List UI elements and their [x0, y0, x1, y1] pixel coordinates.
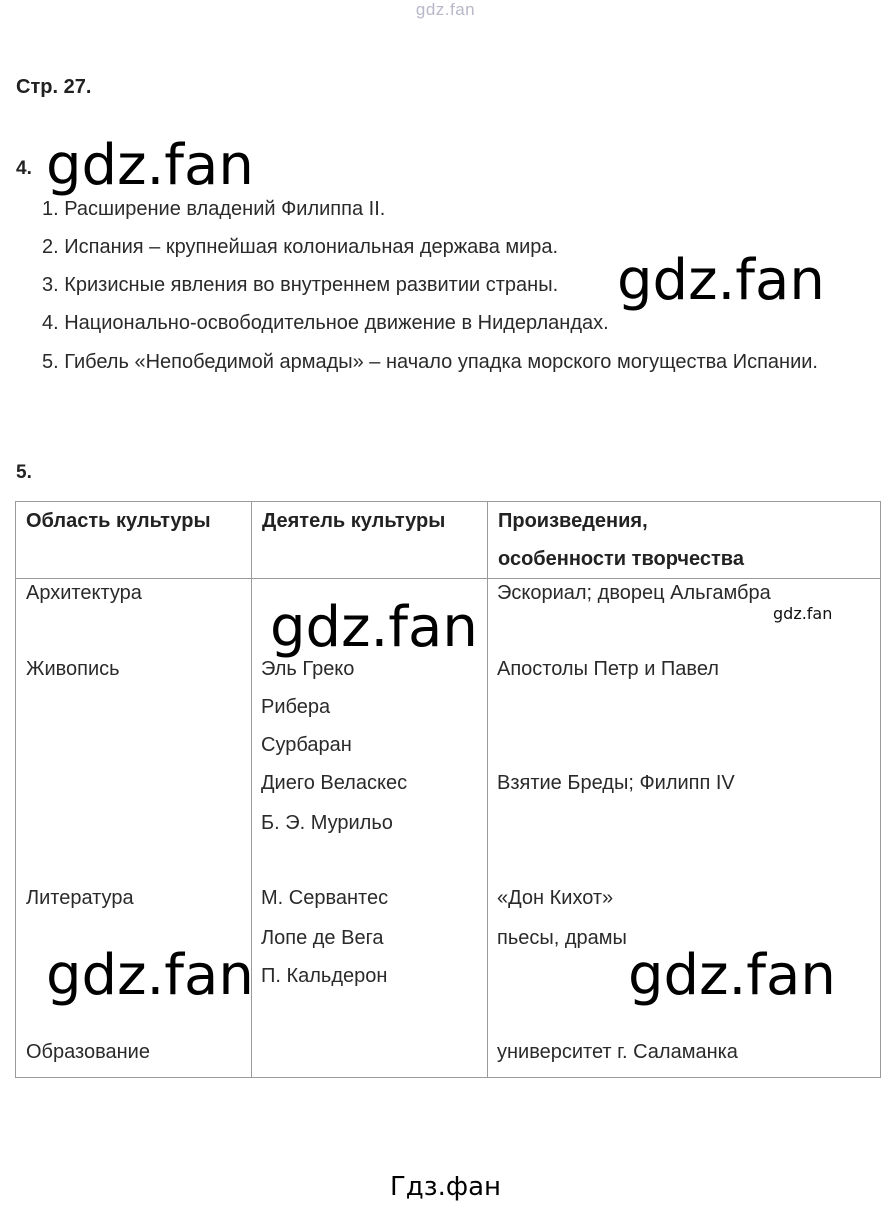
answer-item-5: 5. Гибель «Непобедимой армады» – начало упадка морского могущества Испании. — [42, 351, 818, 373]
page-reference: Стр. 27. — [16, 76, 92, 98]
header-figure: Деятель культуры — [262, 510, 446, 532]
figure-zurbaran: Сурбаран — [261, 734, 352, 756]
works-architecture: Эскориал; дворец Альгамбра — [497, 582, 771, 604]
watermark-small: gdz.fan — [773, 604, 833, 623]
works-apostles: Апостолы Петр и Павел — [497, 658, 719, 680]
bottom-watermark: Гдз.фан — [389, 1172, 502, 1202]
answer-item-4: 4. Национально-освободительное движение в Нидерландах. — [42, 312, 609, 334]
watermark-big: gdz.fan — [270, 595, 478, 660]
figure-ribera: Рибера — [261, 696, 331, 718]
area-education: Образование — [26, 1041, 150, 1063]
header-works-line-2: особенности творчества — [498, 548, 744, 570]
area-painting: Живопись — [26, 658, 120, 680]
watermark-big: gdz.fan — [628, 943, 836, 1008]
figure-cervantes: М. Сервантес — [261, 887, 389, 909]
answer-item-3: 3. Кризисные явления во внутреннем развитии страны. — [42, 274, 559, 296]
answer-item-2: 2. Испания – крупнейшая колониальная держава мира. — [42, 236, 559, 258]
header-cell-works — [488, 502, 881, 579]
figure-velazquez: Диего Веласкес — [261, 772, 408, 794]
area-literature: Литература — [26, 887, 134, 909]
works-plays: пьесы, драмы — [497, 927, 627, 949]
question-5-number: 5. — [16, 462, 32, 483]
figure-murillo: Б. Э. Мурильо — [261, 812, 393, 834]
table-header-row — [16, 502, 881, 579]
area-architecture: Архитектура — [26, 582, 142, 604]
figure-calderon: П. Кальдерон — [261, 965, 388, 987]
figure-el-greco: Эль Греко — [261, 658, 355, 680]
watermark-big: gdz.fan — [46, 943, 254, 1008]
question-4-number: 4. — [16, 158, 32, 179]
header-area: Область культуры — [26, 510, 211, 532]
header-cell-figure — [252, 502, 488, 579]
figure-lope-de-vega: Лопе де Вега — [261, 927, 384, 949]
watermark-big: gdz.fan — [46, 133, 254, 198]
works-don-quixote: «Дон Кихот» — [497, 887, 614, 909]
header-works-line-1: Произведения, — [498, 510, 648, 532]
watermark-big: gdz.fan — [617, 248, 825, 313]
header-cell-area — [16, 502, 252, 579]
top-watermark: gdz.fan — [415, 0, 476, 19]
works-salamanca: университет г. Саламанка — [497, 1041, 738, 1063]
works-breda: Взятие Бреды; Филипп IV — [497, 772, 735, 794]
answer-item-1: 1. Расширение владений Филиппа II. — [42, 198, 386, 220]
